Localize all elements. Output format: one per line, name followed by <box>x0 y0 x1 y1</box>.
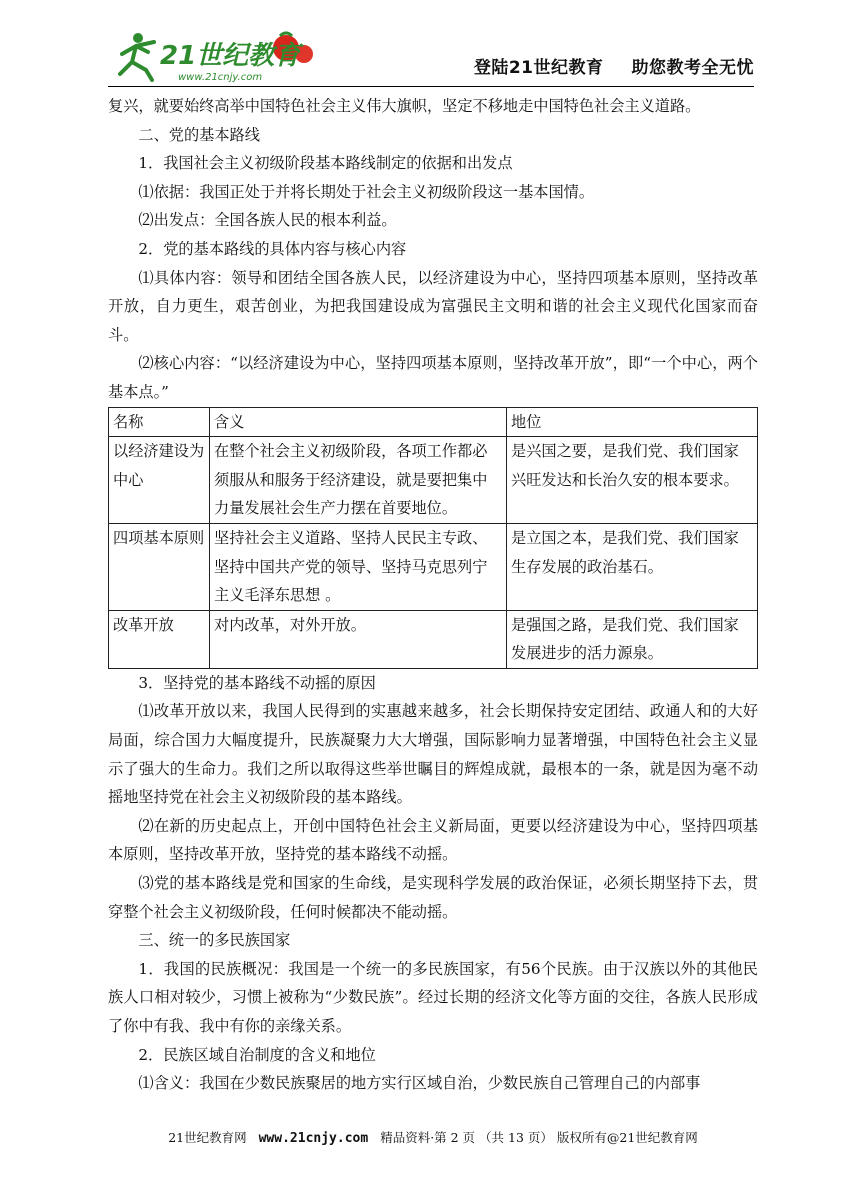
table-header-cell: 地位 <box>507 407 758 437</box>
table-cell: 以经济建设为中心 <box>109 437 210 524</box>
document-body <box>108 92 758 1098</box>
paragraph-basis: ⑴依据：我国正处于并将长期处于社会主义初级阶段这一基本国情。 <box>138 182 595 201</box>
logo-text: 21世纪教育 <box>160 41 301 71</box>
header-slogan <box>474 53 754 78</box>
paragraph-starting-point: ⑵出发点：全国各族人民的根本利益。 <box>138 211 397 230</box>
table-cell: 在整个社会主义初级阶段，各项工作都必须服从和服务于经济建设，就是要把集中力量发展社会生产力摆在首要地位。 <box>210 437 507 524</box>
footer-site-link[interactable]: www.21cnjy.com <box>258 1131 369 1146</box>
paragraph-reason-1: ⑴改革开放以来，我国人民得到的实惠越来越多，社会长期保持安定团结、政通人和的大好局面，综合国力大幅度提升，民族凝聚力大大增强，国际影响力显著增强，中国特色社会主义显示了强大的生命力。我们之所以取得这些举世瞩目的辉煌成就，最根本的一条，就是因为毫不动摇地坚持党在社会主义初级阶段的基本路线。 <box>108 702 758 807</box>
footer-right: 精品资料·第 2 页 （共 13 页） 版权所有@21世纪教育网 <box>380 1130 698 1145</box>
table-cell: 四项基本原则 <box>109 523 210 610</box>
header-divider <box>108 86 754 87</box>
subheading-2-3: 3．坚持党的基本路线不动摇的原因 <box>138 673 376 692</box>
table-header-cell: 含义 <box>210 407 507 437</box>
subheading-2-1: 1．我国社会主义初级阶段基本路线制定的依据和出发点 <box>138 154 513 173</box>
slogan-right: 助您教考全无忧 <box>631 58 754 78</box>
page-footer <box>108 1128 758 1146</box>
paragraph-reason-3: ⑶党的基本路线是党和国家的生命线，是实现科学发展的政治保证，必须长期坚持下去，贯穿整个社会主义初级阶段，任何时候都决不能动摇。 <box>108 874 758 921</box>
table-cell: 是立国之本，是我们党、我们国家生存发展的政治基石。 <box>507 523 758 610</box>
paragraph-ethnic-overview: 1．我国的民族概况：我国是一个统一的多民族国家，有56个民族。由于汉族以外的其他民族人口相对较少，习惯上被称为“少数民族”。经过长期的经济文化等方面的交往，各族人民形成了你中有我、我中有你的亲缘关系。 <box>108 959 758 1035</box>
paragraph-autonomy-meaning: ⑴含义：我国在少数民族聚居的地方实行区域自治，少数民族自己管理自己的内部事 <box>138 1074 701 1093</box>
page-header <box>108 20 754 86</box>
paragraph-1: 复兴，就要始终高举中国特色社会主义伟大旗帜，坚定不移地走中国特色社会主义道路。 <box>108 97 701 115</box>
table-cell: 是兴国之要，是我们党、我们国家兴旺发达和长治久安的根本要求。 <box>507 437 758 524</box>
paragraph-reason-2: ⑵在新的历史起点上，开创中国特色社会主义新局面，更要以经济建设为中心，坚持四项基本原则，坚持改革开放，坚持党的基本路线不动摇。 <box>108 816 758 864</box>
slogan-left: 登陆21世纪教育 <box>473 58 604 78</box>
table-cell: 是强国之路，是我们党、我们国家发展进步的活力源泉。 <box>507 610 758 668</box>
subheading-3-2: 2．民族区域自治制度的含义和地位 <box>138 1045 376 1064</box>
table-header-cell: 名称 <box>109 407 210 437</box>
section-heading-3: 三、统一的多民族国家 <box>138 931 291 950</box>
table-row <box>109 610 758 668</box>
paragraph-specific-content: ⑴具体内容：领导和团结全国各族人民，以经济建设为中心，坚持四项基本原则，坚持改革开放，自力更生，艰苦创业，为把我国建设成为富强民主文明和谐的社会主义现代化国家而奋斗。 <box>108 268 758 344</box>
runner-icon <box>120 33 154 80</box>
table-row <box>109 523 758 610</box>
footer-left: 21世纪教育网 <box>168 1130 247 1145</box>
table-cell: 改革开放 <box>109 610 210 668</box>
table-row <box>109 437 758 524</box>
subheading-2-2: 2．党的基本路线的具体内容与核心内容 <box>138 239 407 258</box>
table-header-row <box>109 407 758 437</box>
table-cell: 坚持社会主义道路、坚持人民民主专政、坚持中国共产党的领导、坚持马克思列宁主义毛泽东思想 。 <box>210 523 507 610</box>
basic-line-table <box>108 407 758 669</box>
section-heading-2: 二、党的基本路线 <box>138 125 260 144</box>
table-cell: 对内改革，对外开放。 <box>210 610 507 668</box>
paragraph-core-content: ⑵核心内容：“以经济建设为中心，坚持四项基本原则，坚持改革开放”，即“一个中心，两个基本点。” <box>108 354 758 401</box>
logo-url-text: www.21cnjy.com <box>178 72 263 83</box>
21cnjy-logo <box>108 28 318 84</box>
